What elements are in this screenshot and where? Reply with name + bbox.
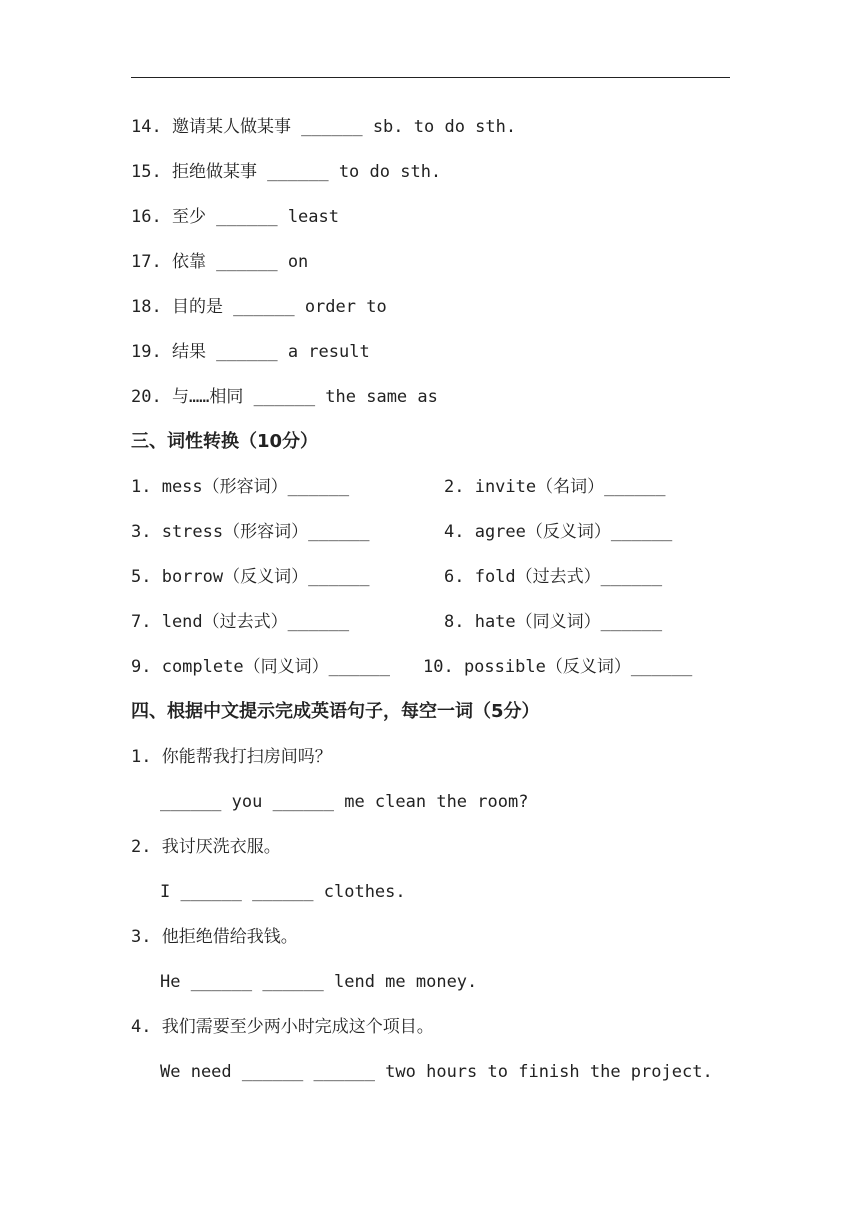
sentence-prompt: 4. 我们需要至少两小时完成这个项目。 [131, 1017, 434, 1037]
conversion-item: 2. invite（名词）______ [444, 477, 666, 497]
phrase-item-16: 16. 至少 ______ least [131, 207, 339, 227]
sentence-prompt: 3. 他拒绝借给我钱。 [131, 927, 298, 947]
conversion-item: 3. stress（形容词）______ [131, 522, 370, 542]
conversion-item: 10. possible（反义词）______ [423, 657, 693, 677]
sentence-answer: ______ you ______ me clean the room? [160, 792, 529, 812]
section-four-heading: 四、根据中文提示完成英语句子，每空一词（5分） [131, 701, 540, 722]
sentence-prompt: 2. 我讨厌洗衣服。 [131, 837, 281, 857]
header-rule [131, 77, 730, 78]
conversion-item: 7. lend（过去式）______ [131, 612, 350, 632]
sentence-answer: He ______ ______ lend me money. [160, 972, 478, 992]
conversion-item: 9. complete（同义词）______ [131, 657, 390, 677]
phrase-item-20: 20. 与……相同 ______ the same as [131, 387, 438, 407]
conversion-item: 1. mess（形容词）______ [131, 477, 350, 497]
sentence-prompt: 1. 你能帮我打扫房间吗？ [131, 747, 332, 767]
conversion-item: 6. fold（过去式）______ [444, 567, 663, 587]
phrase-item-15: 15. 拒绝做某事 ______ to do sth. [131, 162, 442, 182]
section-three-heading: 三、词性转换（10分） [131, 431, 319, 452]
conversion-item: 8. hate（同义词）______ [444, 612, 663, 632]
conversion-item: 4. agree（反义词）______ [444, 522, 673, 542]
phrase-item-17: 17. 依靠 ______ on [131, 252, 309, 272]
sentence-answer: I ______ ______ clothes. [160, 882, 406, 902]
sentence-answer: We need ______ ______ two hours to finish the project. [160, 1062, 713, 1082]
phrase-item-14: 14. 邀请某人做某事 ______ sb. to do sth. [131, 117, 517, 137]
phrase-item-18: 18. 目的是 ______ order to [131, 297, 387, 317]
phrase-item-19: 19. 结果 ______ a result [131, 342, 370, 362]
conversion-item: 5. borrow（反义词）______ [131, 567, 370, 587]
